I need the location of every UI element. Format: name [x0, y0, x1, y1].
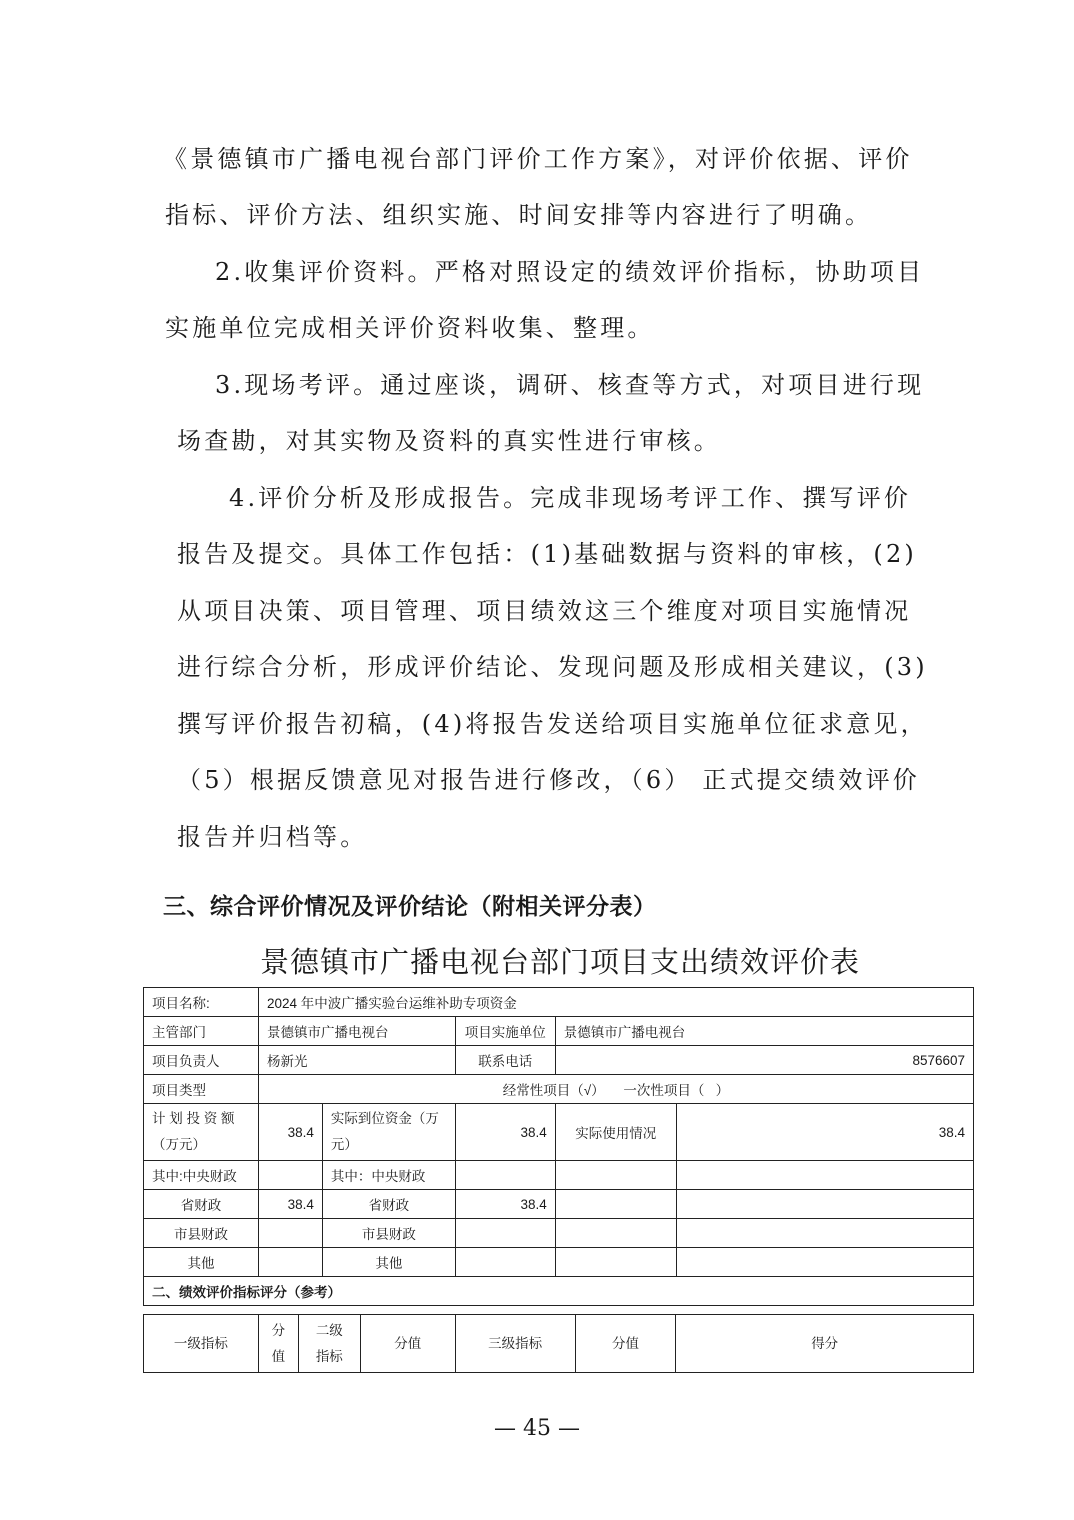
city-label-2: 市县财政: [322, 1219, 455, 1248]
province-label: 省财政: [144, 1190, 259, 1219]
body-line: 报告并归档等。: [177, 823, 368, 851]
section2-label: 二、绩效评价指标评分（参考）: [144, 1277, 974, 1306]
page-number: — 45 —: [494, 1416, 580, 1441]
actual-use-label: 实际使用情况: [555, 1104, 676, 1161]
body-line: 2.收集评价资料。严格对照设定的绩效评价指标，协助项目: [215, 258, 925, 286]
impl-unit-label: 项目实施单位: [455, 1017, 555, 1046]
table-row: [144, 1315, 974, 1373]
header-level2: 二级指标: [298, 1315, 360, 1373]
empty-cell: [676, 1219, 973, 1248]
phone-label: 联系电话: [455, 1046, 555, 1075]
leader-value: 杨新光: [258, 1046, 455, 1075]
evaluation-table: [143, 987, 974, 1306]
empty-cell: [555, 1248, 676, 1277]
body-line: 进行综合分析，形成评价结论、发现问题及形成相关建议，(3): [177, 653, 928, 681]
other-value-2: [455, 1248, 555, 1277]
header-score3: 分值: [575, 1315, 676, 1373]
body-line: 实施单位完成相关评价资料收集、整理。: [165, 314, 655, 342]
body-line: 《景德镇市广播电视台部门评价工作方案》，对评价依据、评价: [163, 145, 913, 173]
empty-cell: [555, 1161, 676, 1190]
body-line: 指标、评价方法、组织实施、时间安排等内容进行了明确。: [165, 201, 873, 229]
body-line: 报告及提交。具体工作包括：(1)基础数据与资料的审核，(2): [177, 540, 917, 568]
phone-value: 8576607: [555, 1046, 973, 1075]
table-row: [144, 1075, 974, 1104]
table-title: 景德镇市广播电视台部门项目支出绩效评价表: [259, 947, 860, 979]
other-value: [258, 1248, 322, 1277]
central-label: 其中:中央财政: [144, 1161, 259, 1190]
project-name-value: 2024 年中波广播实验台运维补助专项资金: [258, 988, 973, 1017]
planned-label: 计 划 投 资 额（万元）: [144, 1104, 259, 1161]
body-line: （5）根据反馈意见对报告进行修改，（6） 正式提交绩效评价: [177, 766, 920, 794]
body-line: 3.现场考评。通过座谈，调研、核查等方式，对项目进行现: [215, 371, 925, 399]
header-score1: 分值: [258, 1315, 298, 1373]
table-row: [144, 1277, 974, 1306]
header-result: 得分: [676, 1315, 974, 1373]
header-level1: 一级指标: [144, 1315, 259, 1373]
table-row: [144, 1161, 974, 1190]
table-row: [144, 1017, 974, 1046]
central-value-2: [455, 1161, 555, 1190]
section-heading: 三、综合评价情况及评价结论（附相关评分表）: [163, 893, 657, 919]
city-value-2: [455, 1219, 555, 1248]
impl-unit-value: 景德镇市广播电视台: [555, 1017, 973, 1046]
province-value: 38.4: [258, 1190, 322, 1219]
empty-cell: [676, 1248, 973, 1277]
city-value: [258, 1219, 322, 1248]
actual-use-value: 38.4: [676, 1104, 973, 1161]
header-score2: 分值: [360, 1315, 455, 1373]
empty-cell: [676, 1161, 973, 1190]
type-value: 经常性项目（√） 一次性项目（ ）: [258, 1075, 973, 1104]
body-line: 撰写评价报告初稿，(4)将报告发送给项目实施单位征求意见，: [177, 710, 928, 738]
score-header-table: [143, 1314, 974, 1373]
table-row: [144, 1219, 974, 1248]
leader-label: 项目负责人: [144, 1046, 259, 1075]
central-value: [258, 1161, 322, 1190]
dept-value: 景德镇市广播电视台: [258, 1017, 455, 1046]
empty-cell: [555, 1190, 676, 1219]
table-row: [144, 988, 974, 1017]
planned-value: 38.4: [258, 1104, 322, 1161]
header-level3: 三级指标: [455, 1315, 575, 1373]
body-line: 场查勘，对其实物及资料的真实性进行审核。: [177, 427, 721, 455]
empty-cell: [676, 1190, 973, 1219]
actual-funds-label: 实际到位资金（万元）: [322, 1104, 455, 1161]
central-label-2: 其中：中央财政: [322, 1161, 455, 1190]
province-label-2: 省财政: [322, 1190, 455, 1219]
body-line: 4.评价分析及形成报告。完成非现场考评工作、撰写评价: [229, 484, 912, 512]
body-line: 从项目决策、项目管理、项目绩效这三个维度对项目实施情况: [177, 597, 912, 625]
city-label: 市县财政: [144, 1219, 259, 1248]
other-label: 其他: [144, 1248, 259, 1277]
table-row: [144, 1190, 974, 1219]
actual-funds-value: 38.4: [455, 1104, 555, 1161]
type-label: 项目类型: [144, 1075, 259, 1104]
other-label-2: 其他: [322, 1248, 455, 1277]
table-row: [144, 1104, 974, 1161]
table-row: [144, 1248, 974, 1277]
dept-label: 主管部门: [144, 1017, 259, 1046]
project-name-label: 项目名称:: [144, 988, 259, 1017]
empty-cell: [555, 1219, 676, 1248]
province-value-2: 38.4: [455, 1190, 555, 1219]
table-row: [144, 1046, 974, 1075]
